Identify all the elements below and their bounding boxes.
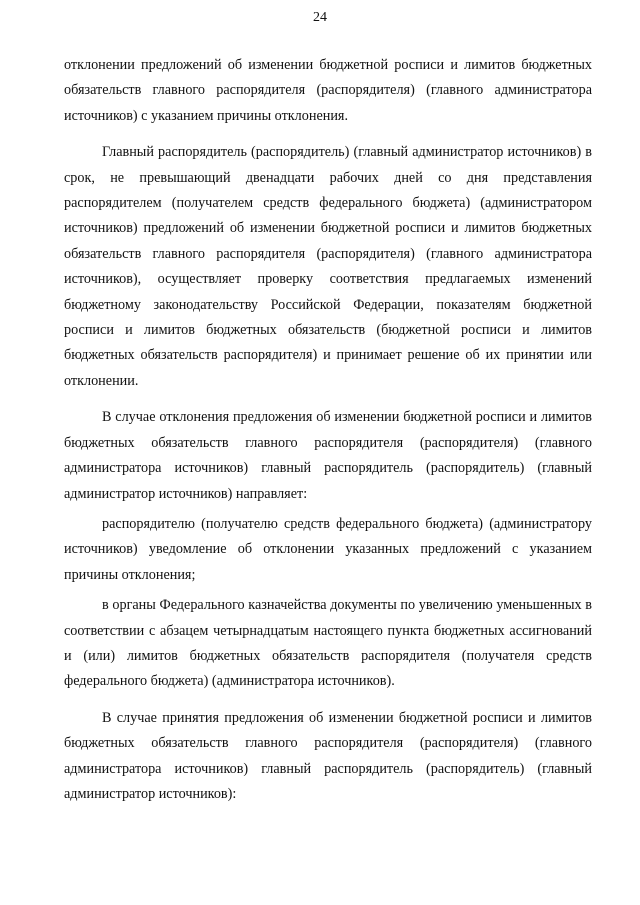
document-body [64, 53, 592, 807]
page-number: 24 [313, 10, 327, 25]
paragraph-recipient-notification: распорядителю (получателю средств федерального бюджета) (администратору источников) уведомление об отклонении указанных предложений с указанием причины отклонения; [64, 515, 592, 583]
paragraph-treasury-documents: в органы Федерального казначейства документы по увеличению уменьшенных в соответствии с абзацем четырнадцатым настоящего пункта бюджетных ассигнований и (или) лимитов бюджетных обязательств распорядителя (получателя средств федерального бюджета) (администратора источников). [64, 597, 592, 690]
paragraph-review-procedure: Главный распорядитель (распорядитель) (главный администратор источников) в срок, не превышающий двенадцати рабочих дней со дня представления распорядителем (получателем средств федерального бюджета) (администратором источников) предложений об изменении бюджетной росписи и лимитов бюджетных обязательств главного распорядителя (распорядителя) (главного администратора источников), осуществляет проверку соответствия предлагаемых изменений бюджетному законодательству Российской Федерации, показателям бюджетной росписи и лимитов бюджетных обязательств (бюджетной росписи и лимитов бюджетных обязательств распорядителя) и принимает решение об их принятии или отклонении. [64, 144, 592, 389]
paragraph-acceptance-case: В случае принятия предложения об изменении бюджетной росписи и лимитов бюджетных обязательств главного распорядителя (распорядителя) (главного администратора источников) главный распорядитель (распорядитель) (главный администратор источников): [64, 709, 592, 802]
paragraph-rejection-case: В случае отклонения предложения об изменении бюджетной росписи и лимитов бюджетных обязательств главного распорядителя (распорядителя) (главного администратора источников) главный распорядитель (распорядитель) (главный администратор источников) направляет: [64, 409, 592, 502]
paragraph-continuation: отклонении предложений об изменении бюджетной росписи и лимитов бюджетных обязательств главного распорядителя (распорядителя) (главного администратора источников) с указанием причины отклонения. [64, 57, 592, 124]
